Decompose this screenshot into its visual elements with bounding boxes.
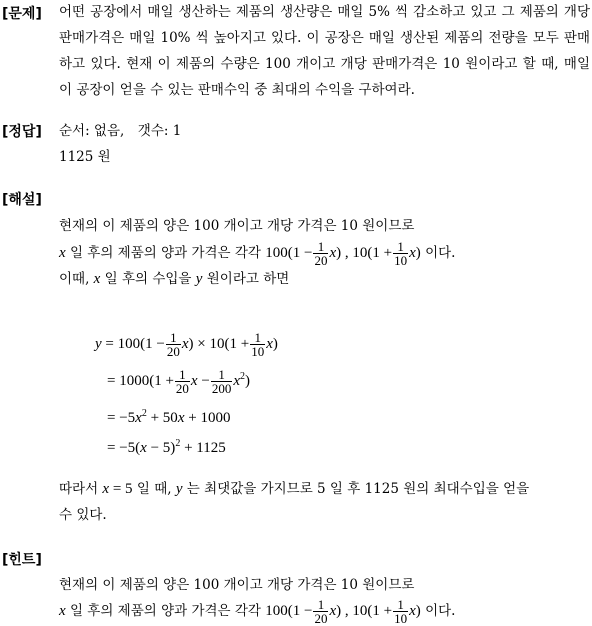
solution-conclusion-1: 따라서 x = 5 일 때, y 는 최댓값을 가지므로 5 일 후 1125 원의 최대수입을 얻을 [59,481,530,497]
solution-line-1: 현재의 이 제품의 양은 100 개이고 개당 가격은 10 원이므로 [59,218,415,234]
hint-line-2: x 일 후의 제품의 양과 가격은 각각 100(1 − $\frac{1}{20}$ x) , 10(1 + $\frac{1}{10}$ x) 이다. [59,597,456,626]
problem-label: [문제] [2,6,42,22]
hint-label: [힌트] [2,552,42,568]
equation-2: = 1000(1 + $\frac{1}{20}$ x − $\frac{1}{200}$ $x^2$) [107,367,250,396]
solution-label: [해설] [2,192,42,208]
hint-line-1: 현재의 이 제품의 양은 100 개이고 개당 가격은 10 원이므로 [59,577,415,593]
answer-line-1: 순서: 없음, 갯수: 1 [59,123,182,139]
equation-4: = $-5(x - 5)^2 + 1125$ [107,438,226,456]
solution-line-2: x 일 후의 제품의 양과 가격은 각각 100(1 − $\frac{1}{20}$ x) , 10(1 + $\frac{1}{10}$ x) 이다. [59,239,456,269]
answer-label: [정답] [2,124,42,140]
equation-3: = $-5x^2 + 50x + 1000$ [107,408,231,426]
answer-line-2: 1125 원 [59,149,111,165]
equation-1: y = 100(1 − $\frac{1}{20}$ x) × 10(1 + $\frac{1}{10}$ x) [95,330,278,359]
solution-line-3: 이때, x 일 후의 수입을 y 원이라고 하면 [59,271,290,287]
problem-text: 어떤 공장에서 매일 생산하는 제품의 생산량은 매일 5% 씩 감소하고 있고 그 제품의 개당 판매가격은 매일 10% 씩 높아지고 있다. 이 공장은 매일 생산된 제품의 전량을 모두 판매하고 있다. 현재 이 제품의 수량은 100 개이고 개당 판매가격은 10 원이라고 할 때, 매일 이 공장이 얻을 수 있는 판매수익 중 최대의 수익을 구하여라. [59,4,590,98]
solution-conclusion-2: 수 있다. [59,507,107,523]
